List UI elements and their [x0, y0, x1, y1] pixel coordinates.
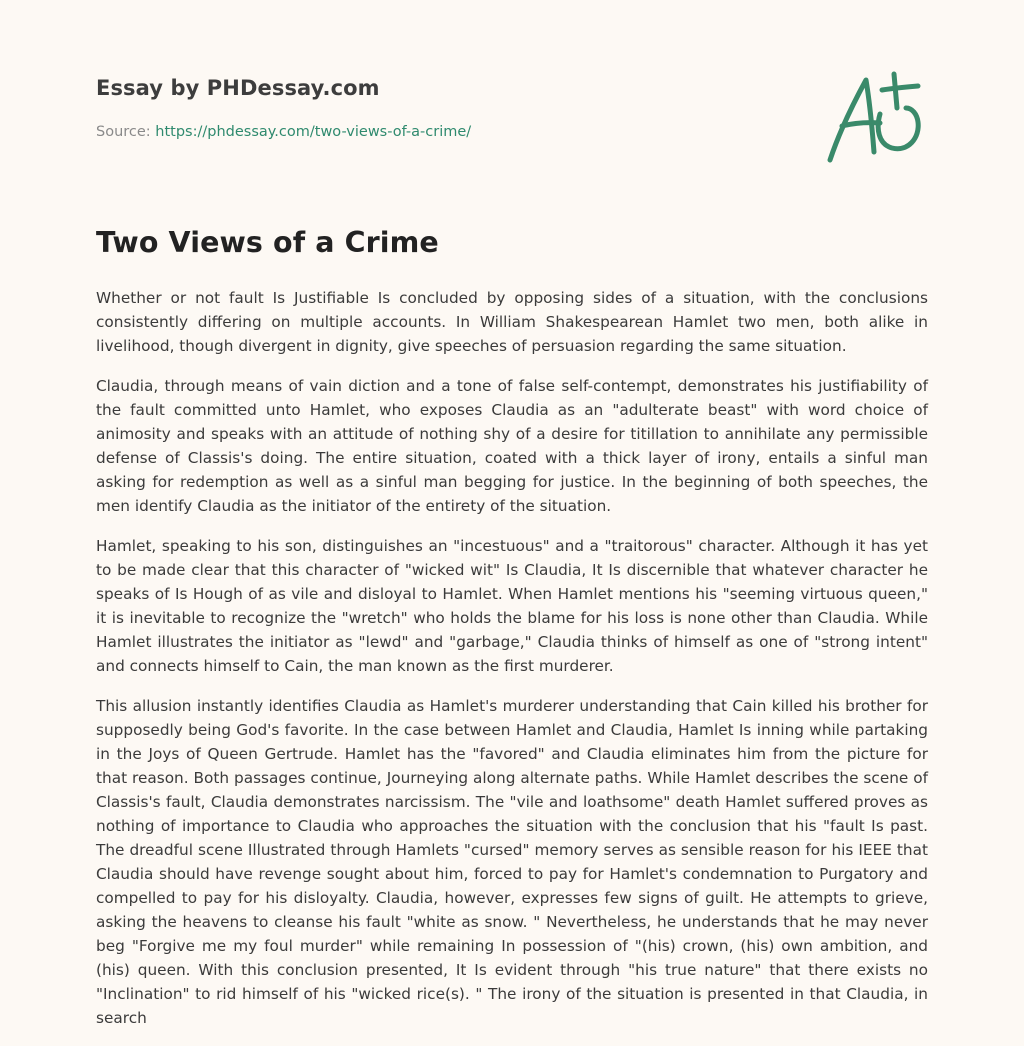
site-brand: Essay by PHDessay.com: [96, 76, 380, 100]
source-link[interactable]: https://phdessay.com/two-views-of-a-crime/: [155, 124, 472, 140]
paragraph: Hamlet, speaking to his son, distinguishes an "incestuous" and a "traitorous" character. Although it has yet to be made clear that this character of "wicked wit" Is Claudia, It Is discernible that whatever character he speaks of Is Hough of as vile and disloyal to Hamlet. When Hamlet mentions his "seeming virtuous queen," it is inevitable to recognize the "wretch" who holds the blame for his loss is none other than Claudia. While Hamlet illustrates the initiator as "lewd" and "garbage," Claudia thinks of himself as one of "strong intent" and connects himself to Cain, the man known as the first murderer.: [96, 537, 928, 675]
paragraph: Whether or not fault Is Justifiable Is concluded by opposing sides of a situation, with the conclusions consistently differing on multiple accounts. In William Shakespearean Hamlet two men, both alike in livelihood, though divergent in dignity, give speeches of persuasion regarding the same situation.: [96, 289, 928, 355]
paragraph: This allusion instantly identifies Claudia as Hamlet's murderer understanding that Cain killed his brother for supposedly being God's favorite. In the case between Hamlet and Claudia, Hamlet Is inning while partaking in the Joys of Queen Gertrude. Hamlet has the "favored" and Claudia eliminates him from the picture for that reason. Both passages continue, Journeying along alternate paths. While Hamlet describes the scene of Classis's fault, Claudia demonstrates narcissism. The "vile and loathsome" death Hamlet suffered proves as nothing of importance to Claudia who approaches the situation with the conclusion that his "fault Is past. The dreadful scene Illustrated through Hamlets "cursed" memory serves as sensible reason for his IEEE that Claudia should have revenge sought about him, forced to pay for Hamlet's condemnation to Purgatory and compelled to pay for his disloyalty. Claudia, however, expresses few signs of guilt. He attempts to grieve, asking the heavens to cleanse his fault "white as snow. " Nevertheless, he understands that he may never beg "Forgive me my foul murder" while remaining In possession of "(his) crown, (his) own ambition, and (his) queen. With this conclusion presented, It Is evident through "his true nature" that there exists no "Inclination" to rid himself of his "wicked rice(s). " The irony of the situation is presented in that Claudia, in search: [96, 697, 928, 1027]
paragraph: Claudia, through means of vain diction and a tone of false self-contempt, demonstrates his justifiability of the fault committed unto Hamlet, who exposes Claudia as an "adulterate beast" with word choice of animosity and speaks with an attitude of nothing shy of a desire for titillation to annihilate any permissible defense of Classis's doing. The entire situation, coated with a thick layer of irony, entails a sinful man asking for redemption as well as a sinful man begging for justice. In the beginning of both speeches, the men identify Claudia as the initiator of the entirety of the situation.: [96, 377, 928, 515]
source-label: Source:: [96, 124, 156, 140]
source-line: [96, 124, 471, 140]
essay-title: Two Views of a Crime: [96, 226, 439, 259]
a-plus-icon: [820, 68, 930, 168]
essay-body: [96, 286, 928, 1046]
